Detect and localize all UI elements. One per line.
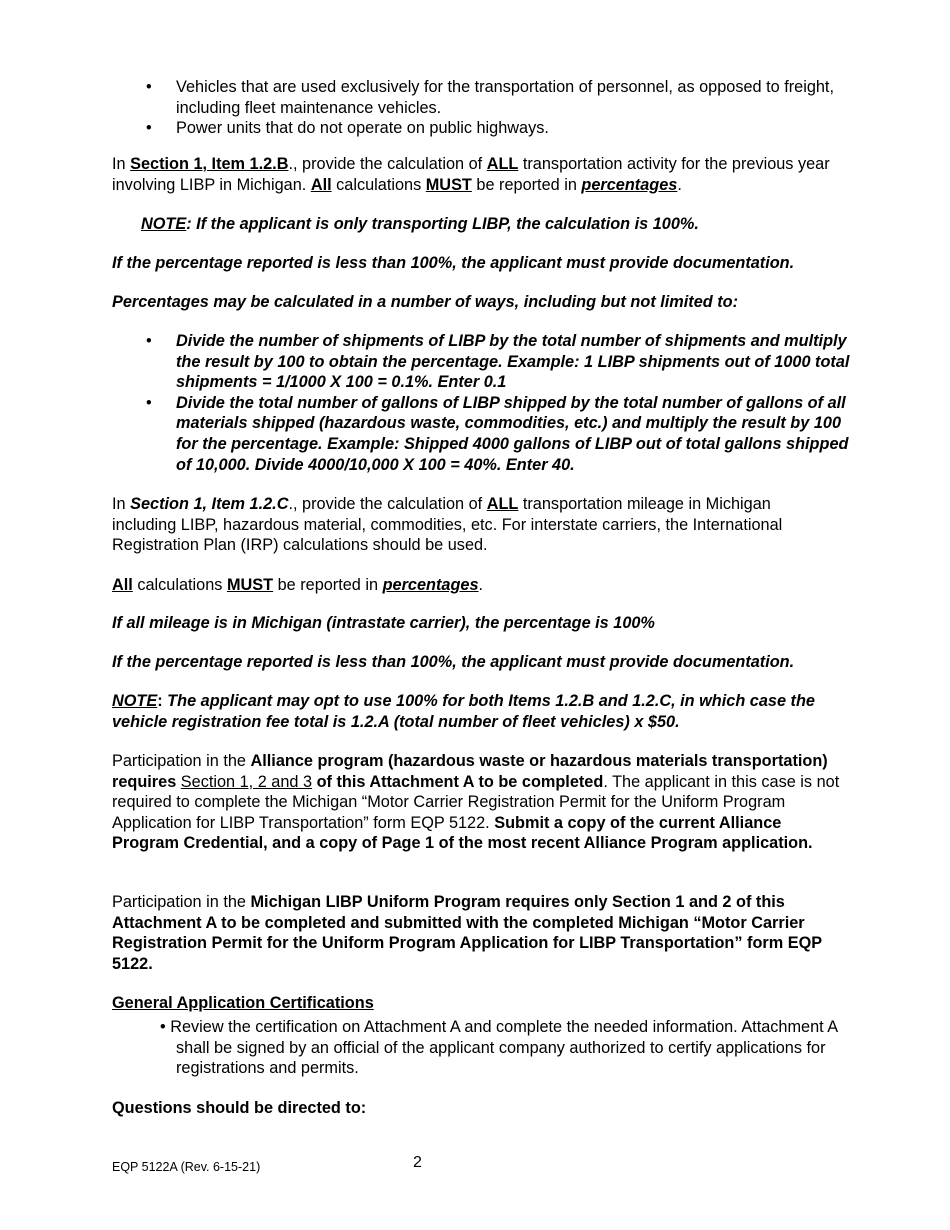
form-number: EQP 5122A (Rev. 6-15-21) [112,1160,261,1174]
top-bullet-list [112,77,852,139]
list-item: • Divide the total number of gallons of LIBP shipped by the total number of gallons of all materials shipped (hazardous waste, commodities, etc.) and multiply the result by 100 for the percentage. Example: Shipped 4000 gallons of LIBP out of total gallons shipped of 10,000. Divide 4000/10,000 X 100 = 40%. Enter 40. [146,393,849,474]
certifications-heading: General Application Certifications [112,994,374,1012]
section-reference: Section 1, Item 1.2.C [130,495,289,513]
calculation-methods-intro: Percentages may be calculated in a number of ways, including but not limited to: [112,293,739,311]
page-number: 2 [413,1154,422,1171]
less-than-100-notice: If the percentage reported is less than 100%, the applicant must provide documentation. [112,254,795,272]
questions-heading: Questions should be directed to: [112,1099,367,1117]
note-fee-option: NOTE: The applicant may opt to use 100% for both Items 1.2.B and 1.2.C, in which case the vehicle registration fee total is 1.2.A (total number of fleet vehicles) x $50. [112,692,815,731]
intrastate-notice: If all mileage is in Michigan (intrastate carrier), the percentage is 100% [112,614,655,632]
section-12b-paragraph: In Section 1, Item 1.2.B., provide the calculation of ALL transportation activity for the previous year involving LIBP in Michigan. All calculations MUST be reported in percentages. [112,155,830,194]
less-than-100-notice-2: If the percentage reported is less than 100%, the applicant must provide documentation. [112,653,795,671]
all-calculations-percentages: All calculations MUST be reported in percentages. [112,576,484,594]
alliance-program-paragraph: Participation in the Alliance program (hazardous waste or hazardous materials transportation) requires Section 1, 2 and 3 of this Attachment A to be completed. The applicant in this case is not required to complete the Michigan “Motor Carrier Registration Permit for the Uniform Program Application for LIBP Transportation” form EQP 5122. Submit a copy of the current Alliance Program Credential, and a copy of Page 1 of the most recent Alliance Program application. [112,752,840,853]
section-12c-paragraph: In Section 1, Item 1.2.C., provide the calculation of ALL transportation mileage in Michigan including LIBP, hazardous material, commodities, etc. For interstate carriers, the International Registration Plan (IRP) calculations should be used. [112,495,783,555]
note-transporting-libp: NOTE: If the applicant is only transporting LIBP, the calculation is 100%. [141,215,699,233]
certifications-list [112,1017,852,1079]
list-item: • Review the certification on Attachment A and complete the needed information. Attachment A shall be signed by an official of the applicant company authorized to certify applications for registrations and permits. [160,1018,838,1078]
calculation-methods-list [112,331,852,475]
list-item: • Divide the number of shipments of LIBP by the total number of shipments and multiply the result by 100 to obtain the percentage. Example: 1 LIBP shipments out of 1000 total shipments = 1/1000 X 100 = 0.1%. Enter 0.1 [146,332,850,392]
list-item: • Vehicles that are used exclusively for the transportation of personnel, as opposed to freight, including fleet maintenance vehicles. [146,78,834,117]
list-item: • Power units that do not operate on public highways. [146,119,549,138]
uniform-program-paragraph: Participation in the Michigan LIBP Uniform Program requires only Section 1 and 2 of this Attachment A to be completed and submitted with the completed Michigan “Motor Carrier Registration Permit for the Uniform Program Application for LIBP Transportation” form EQP 5122. [112,893,822,973]
section-reference: Section 1, Item 1.2.B [130,155,289,173]
